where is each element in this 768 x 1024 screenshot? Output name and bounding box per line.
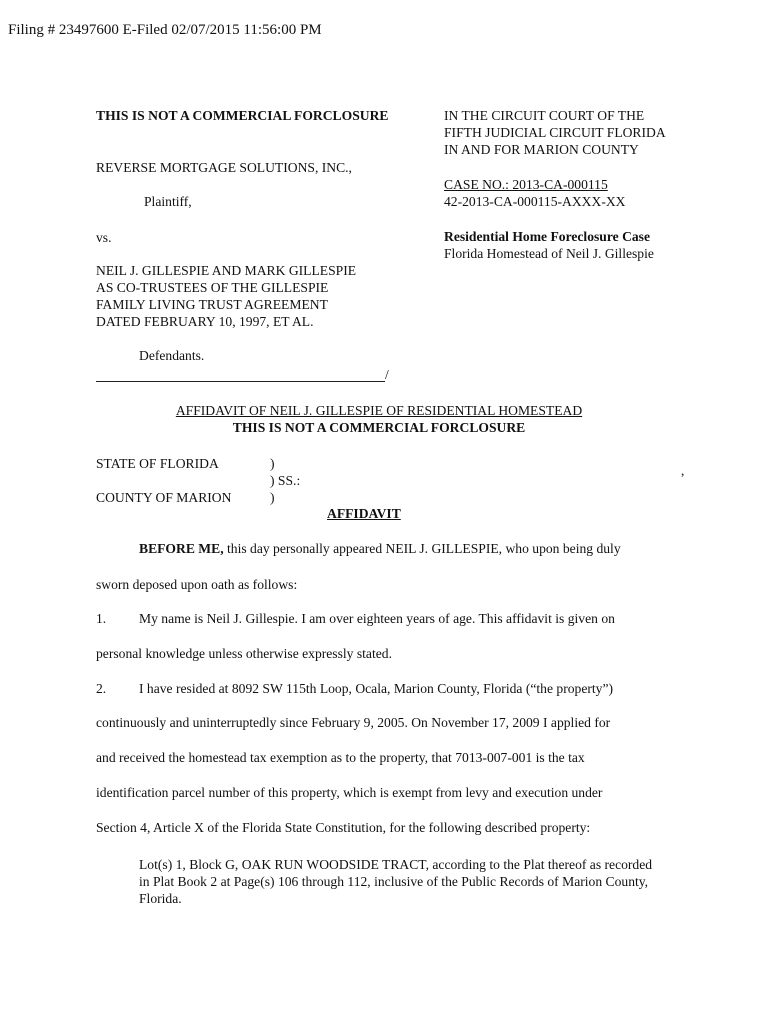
caption-slash: / <box>385 367 389 382</box>
case-number-2: 42-2013-CA-000115-AXXX-XX <box>444 194 626 209</box>
case-number: CASE NO.: 2013-CA-000115 <box>444 177 608 192</box>
paragraph-2-line: I have resided at 8092 SW 115th Loop, Ocala, Marion County, Florida (“the property”) <box>139 681 614 696</box>
venue-county: COUNTY OF MARION <box>96 490 232 505</box>
paragraph-2-line: and received the homestead tax exemption as to the property, that 7013-007-001 is the tax <box>96 750 585 765</box>
court-line: FIFTH JUDICIAL CIRCUIT FLORIDA <box>444 125 666 140</box>
court-line: IN THE CIRCUIT COURT OF THE <box>444 108 645 123</box>
caption-rule <box>96 381 385 382</box>
plaintiff-role: Plaintiff, <box>144 194 192 209</box>
case-description: Florida Homestead of Neil J. Gillespie <box>444 246 654 261</box>
defendant-line: NEIL J. GILLESPIE AND MARK GILLESPIE <box>96 263 357 278</box>
paragraph-1-line: personal knowledge unless otherwise expressly stated. <box>96 646 392 661</box>
before-me-text: this day personally appeared NEIL J. GILLESPIE, who upon being duly <box>223 541 621 556</box>
defendant-role: Defendants. <box>139 348 205 363</box>
defendant-line: FAMILY LIVING TRUST AGREEMENT <box>96 297 328 312</box>
legal-description: Lot(s) 1, Block G, OAK RUN WOODSIDE TRACT, according to the Plat thereof as recorded in Plat Book 2 at Page(s) 106 through 112, inclusive of the Public Records of Marion County, Florida. <box>139 857 653 906</box>
before-me-line <box>139 541 621 557</box>
venue-paren: ) <box>270 456 275 471</box>
case-type: Residential Home Foreclosure Case <box>444 229 651 244</box>
defendant-line: AS CO-TRUSTEES OF THE GILLESPIE <box>96 280 329 295</box>
sworn-line: sworn deposed upon oath as follows: <box>96 577 298 592</box>
paragraph-number: 2. <box>96 681 107 696</box>
plaintiff-name: REVERSE MORTGAGE SOLUTIONS, INC., <box>96 160 352 175</box>
paragraph-2-line: identification parcel number of this property, which is exempt from levy and execution under <box>96 785 603 800</box>
defendant-line: DATED FEBRUARY 10, 1997, ET AL. <box>96 314 314 329</box>
court-line: IN AND FOR MARION COUNTY <box>444 142 639 157</box>
commercial-notice: THIS IS NOT A COMMERCIAL FORCLOSURE <box>96 108 389 123</box>
venue-ss: ) SS.: <box>270 473 301 488</box>
filing-header: Filing # 23497600 E-Filed 02/07/2015 11:56:00 PM <box>8 22 322 38</box>
paragraph-2-line: continuously and uninterruptedly since February 9, 2005. On November 17, 2009 I applied for <box>96 715 611 730</box>
title-line-2: THIS IS NOT A COMMERCIAL FORCLOSURE <box>232 420 526 435</box>
venue-paren: ) <box>270 490 275 505</box>
paragraph-2-line: Section 4, Article X of the Florida State Constitution, for the following described property: <box>96 820 591 835</box>
paragraph-1-line: My name is Neil J. Gillespie. I am over eighteen years of age. This affidavit is given on <box>139 611 615 626</box>
versus: vs. <box>96 230 112 245</box>
title-line-1: AFFIDAVIT OF NEIL J. GILLESPIE OF RESIDENTIAL HOMESTEAD <box>175 403 583 418</box>
affidavit-heading: AFFIDAVIT <box>327 506 401 521</box>
stray-mark: , <box>681 463 685 478</box>
before-me-label: BEFORE ME, <box>139 541 224 556</box>
venue-state: STATE OF FLORIDA <box>96 456 219 471</box>
paragraph-number: 1. <box>96 611 107 626</box>
